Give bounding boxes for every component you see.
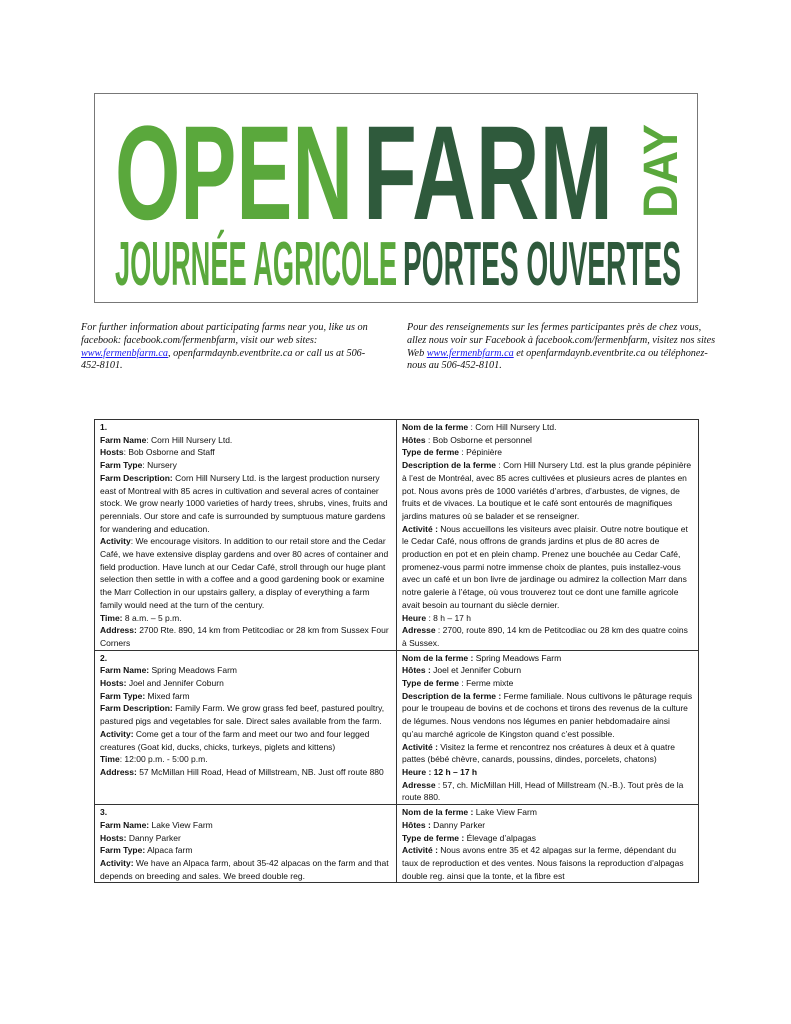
- website-link-en[interactable]: www.fermenbfarm.ca: [81, 347, 168, 359]
- farm-activity: Activity: We encourage visitors. In addition to our retail store and the Cedar Café, we have extensive display gardens and over 80 acres of container and field production. Have lunch at our Cedar Café, stroll through our huge plant selection then settle in with a coffee and a good gardening book or examine the Marr Collection in our upstairs gallery, a display of everything a farm family would need at the turn of the century.: [100, 536, 389, 610]
- farm-address: Address: 57 McMillan Hill Road, Head of Millstream, NB. Just off route 880: [100, 766, 384, 777]
- farm-name-line-fr: Nom de la ferme : Corn Hill Nursery Ltd.: [402, 422, 557, 432]
- intro-english: [81, 322, 381, 373]
- farm-name-line-fr: Nom de la ferme : Lake View Farm: [402, 807, 537, 818]
- logo-line-portes-ouvertes: PORTES OUVERTES: [403, 230, 681, 299]
- farm-entry-french: [397, 420, 699, 651]
- farm-description-fr: Description de la ferme : Corn Hill Nursery Ltd. est la plus grande pépinière à l’est de Montréal, avec 85 acres cultivées et plusieurs acres de plantes en pot. Nous avons près de 1000 variétés d’arbres, d’arbustes, de vignes, de fruits et de vivaces. La boutique et le café sont entourés de magnifiques jardins matures où se balader et se renseigner.: [402, 460, 692, 521]
- farm-type-line: Farm Type: Alpaca farm: [100, 845, 193, 856]
- farm-time: Time: 8 a.m. – 5 p.m.: [100, 612, 182, 623]
- farm-address-fr: Adresse : 2700, route 890, 14 km de Petitcodiac ou 28 km des quatre coins à Sussex.: [402, 625, 688, 648]
- farm-activity-fr: Activité : Nous avons entre 35 et 42 alpagas sur la ferme, dépendant du taux de reproduction et des ventes. Nous faisons la reproduction d’alpagas double reg. ainsi que la tonte, et la fibre est: [402, 845, 684, 881]
- farm-entry-english: [95, 650, 397, 804]
- farm-name-line: Farm Name: Spring Meadows Farm: [100, 665, 238, 676]
- farm-row: [95, 805, 699, 883]
- farm-hosts-line-fr: Hôtes : Danny Parker: [402, 819, 486, 830]
- farm-name-line-fr: Nom de la ferme : Spring Meadows Farm: [402, 652, 562, 663]
- website-link-fr[interactable]: www.fermenbfarm.ca: [426, 347, 514, 359]
- farm-address: Address: 2700 Rte. 890, 14 km from Petitcodiac or 28 km from Sussex Four Corners: [100, 625, 389, 648]
- open-farm-day-banner: [94, 93, 698, 303]
- farm-address-fr: Adresse : 57, ch. MicMillan Hill, Head of Millstream (N.-B.). Tout près de la route 880.: [402, 779, 684, 803]
- farm-number: 2.: [100, 652, 108, 663]
- intro-french-text-end: et openfarmdaynb.eventbrite.ca ou téléphonez-nous au 506-452-8101.: [407, 347, 708, 372]
- open-farm-day-logo: [95, 94, 698, 303]
- farm-name-line: Farm Name: Lake View Farm: [100, 819, 213, 830]
- farm-type-line: Farm Type: Nursery: [100, 460, 177, 471]
- farm-description-fr: Description de la ferme : Ferme familiale. Nous cultivons le pâturage requis pour le troupeau de bovins et de cochons et tirons des revenus de la culture de légumes. Nous vendons nos légumes en panier hebdomadaire ainsi qu’au marché agricole de Kingston quand c’est possible.: [402, 690, 693, 739]
- farm-row: [95, 420, 699, 651]
- farm-hosts-line-fr: Hôtes : Bob Osborne et personnel: [402, 434, 532, 445]
- farm-entry-french: [397, 650, 699, 804]
- farm-hosts-line: Hosts: Danny Parker: [100, 832, 181, 843]
- farm-name-line: Farm Name: Corn Hill Nursery Ltd.: [100, 434, 233, 445]
- farm-type-line-fr: Type de ferme : Pépinière: [402, 447, 503, 458]
- farm-activity: Activity: We have an Alpaca farm, about 35-42 alpacas on the farm and that depends on breeding and sales. We breed double reg.: [100, 857, 389, 881]
- intro-french: [407, 322, 717, 373]
- intro-english-text-end: , openfarmdaynb.eventbrite.ca or call us at 506-452-8101.: [81, 347, 366, 372]
- farm-entry-english: [95, 805, 397, 883]
- farm-activity-fr: Activité : Visitez la ferme et rencontrez nos créatures à deux et à quatre pattes (bébé chèvre, canards, poussins, dindes, porcelets, chatons): [402, 741, 675, 765]
- farm-listings-table: [94, 419, 699, 883]
- farm-hosts-line: Hosts: Bob Osborne and Staff: [100, 447, 215, 458]
- farm-time-fr: Heure : 12 h – 17 h: [402, 766, 478, 777]
- farm-type-line-fr: Type de ferme : Élevage d’alpagas: [402, 832, 537, 843]
- farm-activity: Activity: Come get a tour of the farm and meet our two and four legged creatures (Goat kid, ducks, chicks, turkeys, piglets and kittens): [100, 728, 370, 752]
- farm-activity-fr: Activité : Nous accueillons les visiteurs avec plaisir. Outre notre boutique et le Cedar Café, nous offrons de grands jardins et plus de 80 acres de production en pot et en plein champ. Prenez une bouchée au Cedar Café, promenez-vous parmi notre immense choix de plantes, puis installez-vous avec un café et un bon livre de jardinage ou admirez la collection Marr dans notre galerie à l’étage, où vous trouverez tout ce dont une famille agricole avait besoin au tournant du siècle dernier.: [402, 523, 688, 610]
- logo-word-day: DAY: [635, 121, 688, 218]
- farm-number: 1.: [100, 422, 108, 432]
- farm-description: Farm Description: Family Farm. We grow grass fed beef, pastured poultry, pastured pigs and vegetables for sale. Direct sales available from the farm.: [100, 703, 385, 727]
- farm-time: Time: 12:00 p.m. - 5:00 p.m.: [100, 754, 208, 765]
- farm-time-fr: Heure : 8 h – 17 h: [402, 612, 471, 623]
- farm-entry-english: [95, 420, 397, 651]
- logo-word-farm: FARM: [363, 99, 613, 248]
- farm-number: 3.: [100, 807, 108, 818]
- farm-row: [95, 650, 699, 804]
- logo-line-journee-agricole: JOURNÉE AGRICOLE: [115, 230, 397, 299]
- farm-entry-french: [397, 805, 699, 883]
- farm-type-line-fr: Type de ferme : Ferme mixte: [402, 678, 514, 689]
- intro-english-text: For further information about participating farms near you, like us on facebook: facebook.com/fermenbfarm, visit our web sites:: [81, 322, 368, 346]
- farm-description: Farm Description: Corn Hill Nursery Ltd. is the largest production nursery east of Montreal with 85 acres in cultivation and several acres of container stock. We grow nearly 1000 varieties of hardy trees, shrubs, vines, fruits and perennials. Our store and cafe is surrounded by sumptuous mature gardens for wandering and education.: [100, 472, 388, 534]
- logo-word-open: OPEN: [115, 99, 353, 248]
- farm-hosts-line-fr: Hôtes : Joel et Jennifer Coburn: [402, 665, 522, 676]
- farm-hosts-line: Hosts: Joel and Jennifer Coburn: [100, 678, 224, 689]
- farm-type-line: Farm Type: Mixed farm: [100, 690, 190, 701]
- intro-french-text: Pour des renseignements sur les fermes participantes près de chez vous, allez nous voir sur Facebook à facebook.com/fermenbfarm, visitez nos sites Web: [407, 322, 716, 359]
